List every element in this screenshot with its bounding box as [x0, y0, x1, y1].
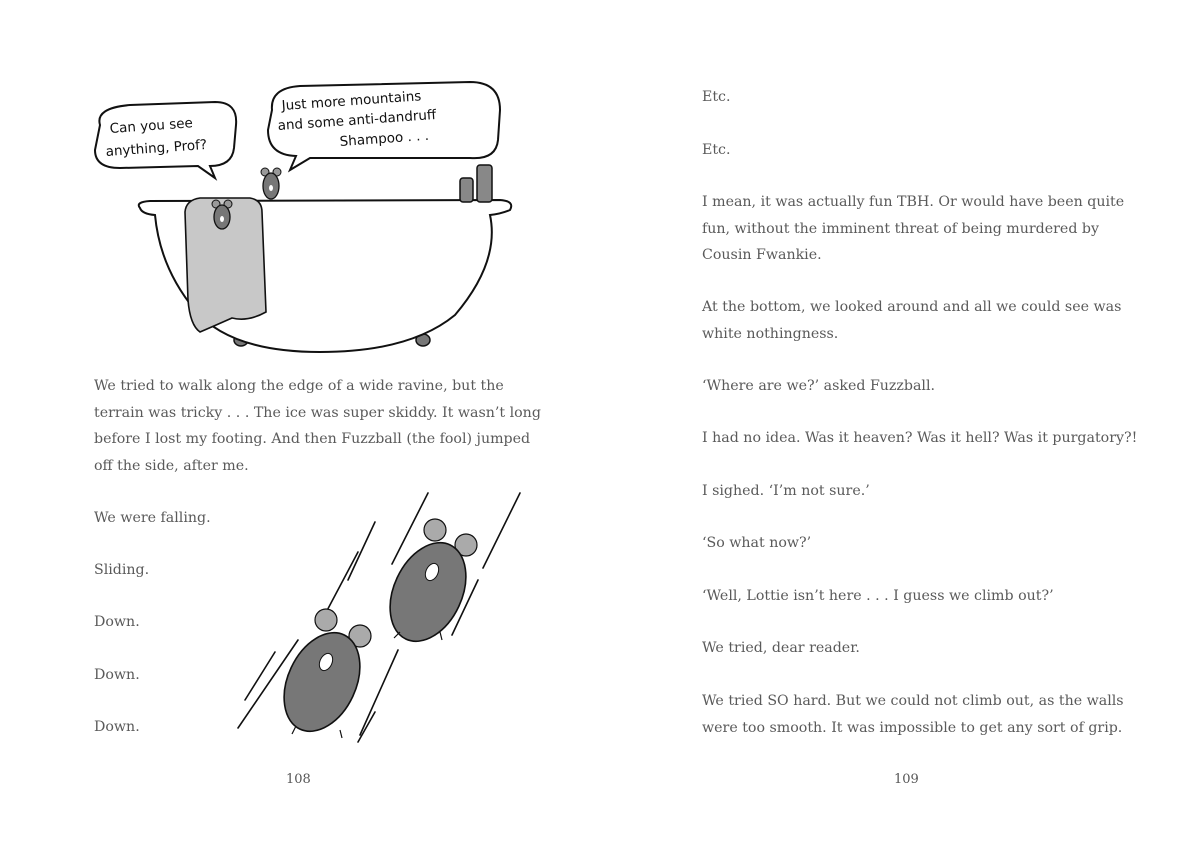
page-number-right: 109 [894, 772, 919, 787]
right-paragraph-8: ‘So what now?’ [702, 535, 812, 551]
left-paragraph-6: Down. [94, 719, 140, 735]
right-paragraph-4: At the bottom, we looked around and all we could see was white nothingness. [702, 299, 1122, 342]
left-paragraph-3: Sliding. [94, 562, 150, 578]
falling-mouse-upper [375, 519, 481, 653]
motion-lines [238, 493, 520, 742]
mouse-on-tub-rim [261, 168, 281, 199]
falling-mice-illustration [230, 490, 530, 750]
right-paragraph-7: I sighed. ‘I’m not sure.’ [702, 483, 870, 499]
speech-bubble-right [268, 82, 500, 170]
bubble-right-line-3: Shampoo . . . [339, 127, 430, 150]
speech-bubble-left [95, 102, 236, 178]
right-paragraph-5: ‘Where are we?’ asked Fuzzball. [702, 378, 936, 394]
right-paragraph-9: ‘Well, Lottie isn’t here . . . I guess we climb out?’ [702, 588, 1054, 604]
bathtub-illustration [80, 80, 530, 360]
left-paragraph-4: Down. [94, 614, 140, 630]
page-number-left: 108 [286, 772, 311, 787]
bubble-left-line-1: Can you see [109, 115, 194, 137]
falling-mouse-lower [269, 609, 375, 743]
right-paragraph-3: I mean, it was actually fun TBH. Or would have been quite fun, without the imminent threat of being murdered by Cousin Fwankie. [702, 194, 1125, 263]
bubble-left-line-2: anything, Prof? [105, 136, 208, 160]
right-paragraph-11: We tried SO hard. But we could not climb out, as the walls were too smooth. It was impossible to get any sort of grip. [702, 693, 1124, 736]
right-paragraph-6: I had no idea. Was it heaven? Was it hell? Was it purgatory?! [702, 430, 1138, 446]
bubble-right-line-2: and some anti-dandruff [277, 106, 437, 134]
bottle-small [460, 178, 473, 202]
right-paragraph-2: Etc. [702, 142, 731, 158]
bubble-right-line-1: Just more mountains [281, 88, 422, 114]
right-paragraph-1: Etc. [702, 89, 731, 105]
right-paragraph-10: We tried, dear reader. [702, 640, 860, 656]
bottle-tall [477, 165, 492, 202]
left-paragraph-1: We tried to walk along the edge of a wide ravine, but the terrain was tricky . . . The ice was super skiddy. It wasn’t long before I lost my footing. And then Fuzzball (the fool) jumped off the side, after me. [94, 378, 541, 474]
left-paragraph-5: Down. [94, 667, 140, 683]
left-paragraph-2: We were falling. [94, 510, 211, 526]
right-page [600, 0, 1200, 847]
